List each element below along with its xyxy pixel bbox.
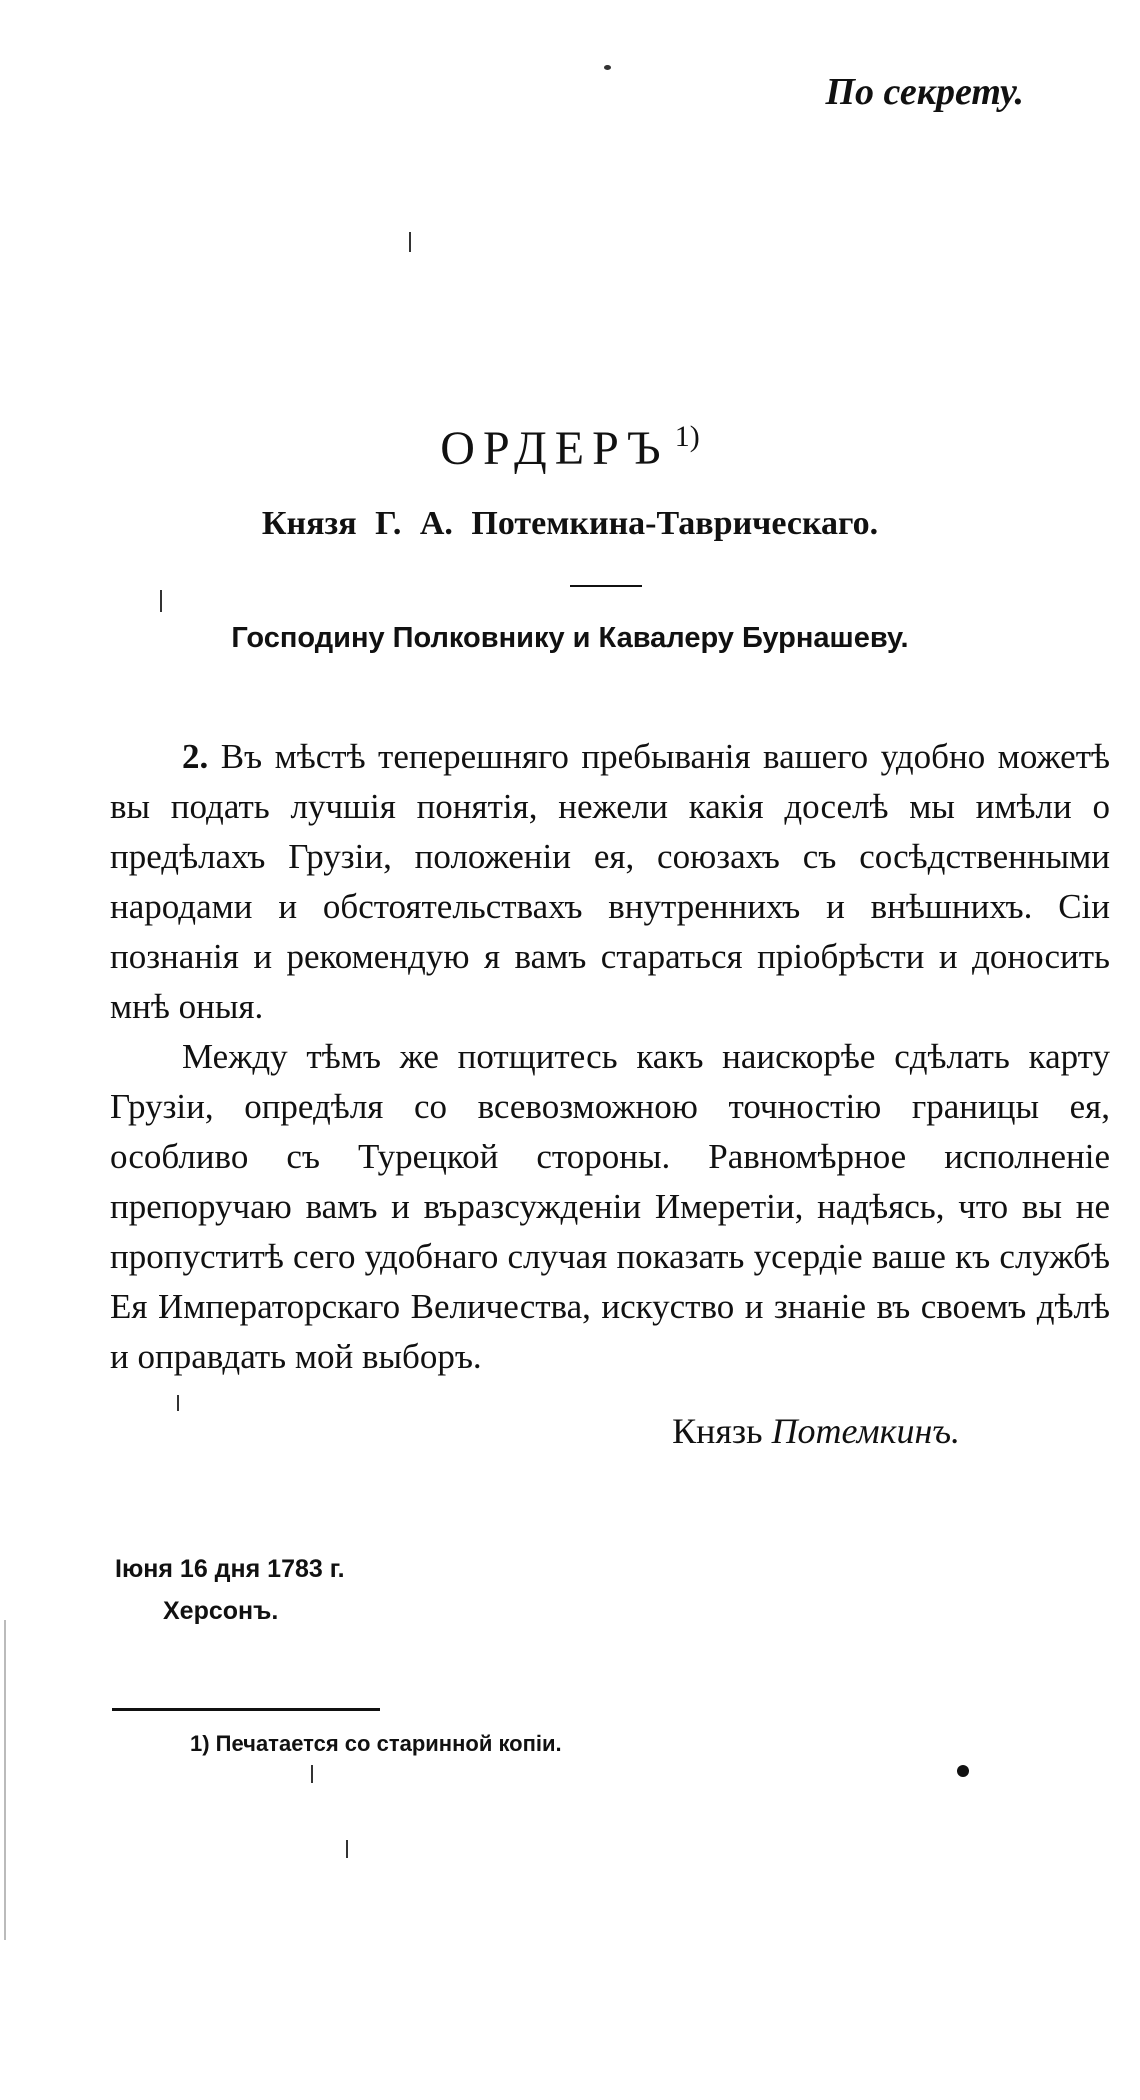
title-divider bbox=[570, 585, 642, 587]
paragraph-1-text: Въ мѣстѣ теперешняго пребыванія вашего удобно можетѣ вы подать лучшія понятія, нежели какія доселѣ мы имѣли о предѣлахъ Грузіи, положеніи ея, союзахъ съ сосѣдственными народами и обстоятельствахъ внутреннихъ и внѣшнихъ. Сіи познанія и рекомендую я вамъ стараться пріобрѣсти и доносить мнѣ оныя. bbox=[110, 737, 1110, 1026]
paragraph-number: 2. bbox=[182, 737, 209, 776]
title-text: ОРДЕРЪ bbox=[440, 422, 669, 475]
scan-speck bbox=[4, 1620, 6, 1940]
scan-speck bbox=[177, 1395, 179, 1411]
paragraph-1 bbox=[110, 732, 1110, 1032]
signature-name: Потемкинъ. bbox=[771, 1411, 960, 1451]
document-title bbox=[0, 420, 1140, 476]
footnote: 1) Печатается со старинной копіи. bbox=[190, 1731, 562, 1756]
place-line: Херсонъ. bbox=[163, 1597, 279, 1625]
document-subtitle: Князя Г. А. Потемкина-Таврическаго. bbox=[261, 505, 879, 542]
scan-speck bbox=[311, 1765, 313, 1783]
scan-speck bbox=[346, 1840, 348, 1858]
scan-speck bbox=[409, 232, 411, 252]
scan-speck bbox=[604, 65, 611, 70]
date-line: Іюня 16 дня 1783 г. bbox=[115, 1555, 345, 1583]
title-footnote-ref: 1) bbox=[674, 420, 700, 453]
scan-speck bbox=[957, 1765, 969, 1777]
paragraph-2: Между тѣмъ же потщитесь какъ наискорѣе сдѣлать карту Грузіи, опредѣля со всевозможною точностію границы ея, особливо съ Турецкой стороны. Равномѣрное исполненіе препоручаю вамъ и въразсужденіи Имеретіи, надѣясь, что вы не пропуститѣ сего удобнаго случая показать усердіе ваше къ службѣ Ея Императорскаго Величества, искуство и знаніе въ своемъ дѣлѣ и оправдать мой выборъ. bbox=[110, 1037, 1110, 1376]
addressee-line: Господину Полковнику и Кавалеру Бурнашеву. bbox=[231, 622, 909, 654]
body-text bbox=[110, 732, 1110, 1382]
secret-mark: По секрету. bbox=[825, 71, 1024, 113]
signature-prefix: Князь bbox=[672, 1411, 763, 1451]
signature bbox=[672, 1410, 960, 1452]
footnote-divider bbox=[112, 1708, 380, 1711]
scan-speck bbox=[160, 590, 162, 612]
